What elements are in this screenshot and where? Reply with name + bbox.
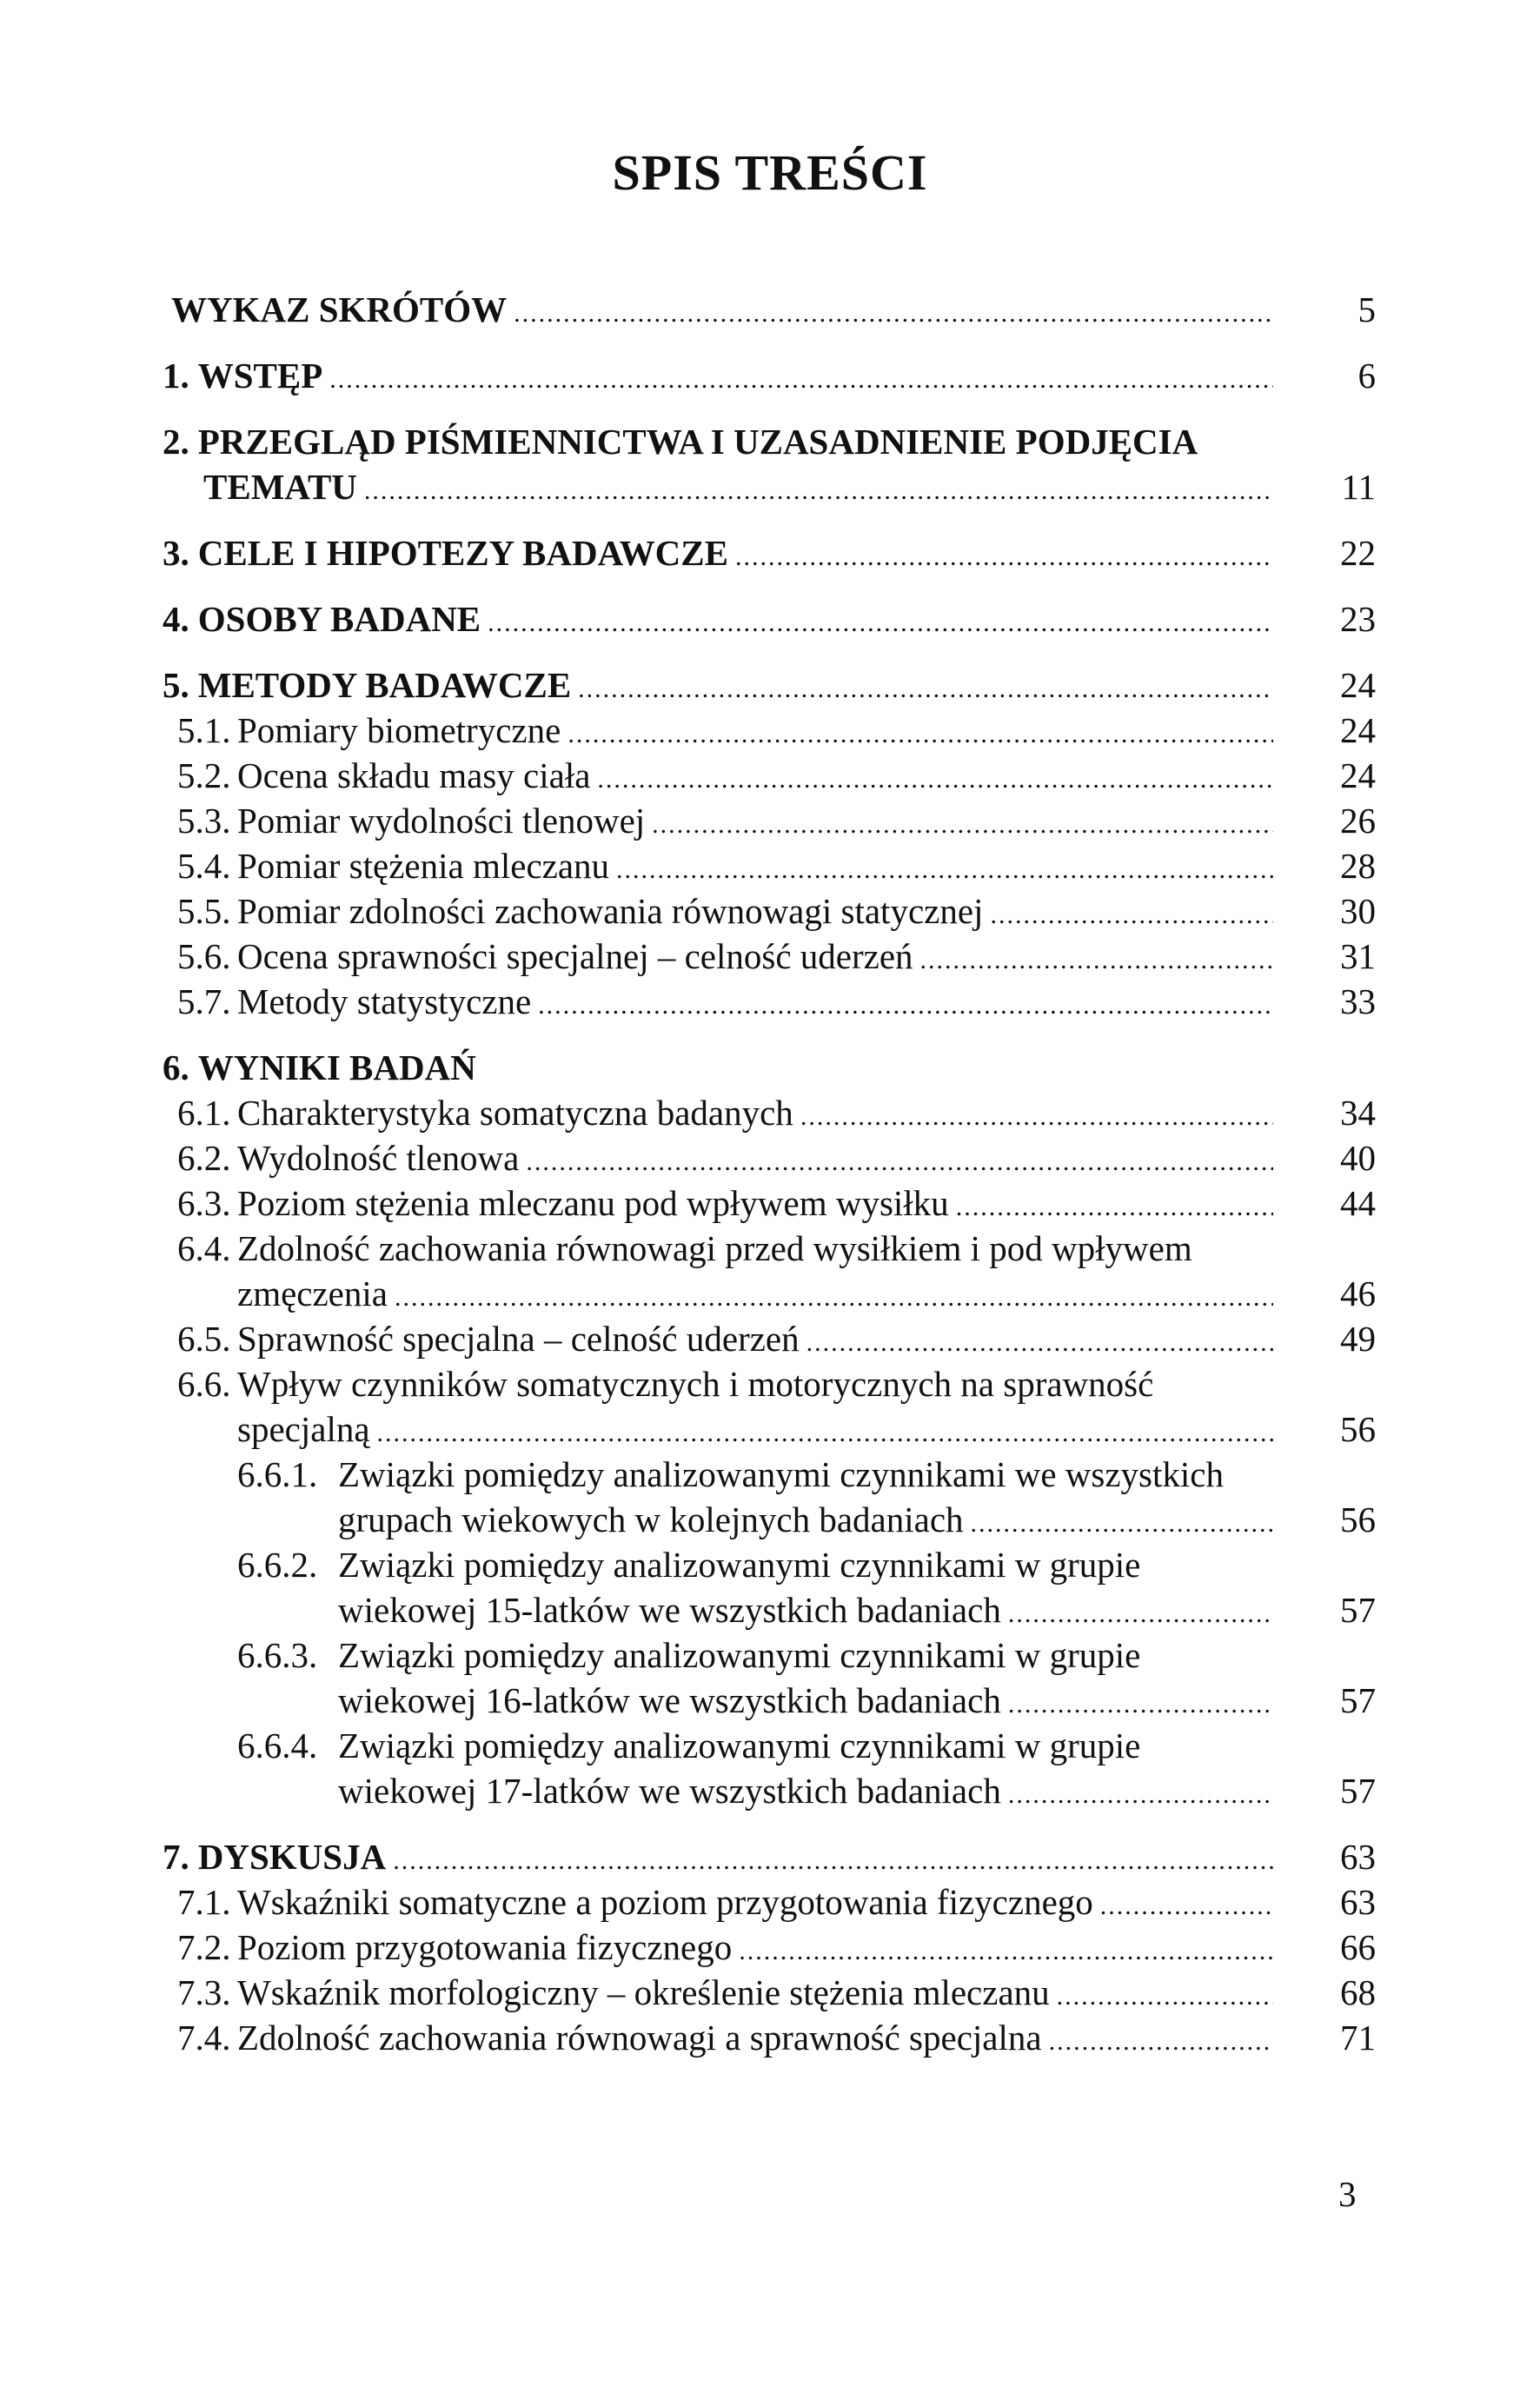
toc-entry[interactable] [163,934,1376,979]
toc-entry-number: 7.2. [177,1927,231,1967]
toc-entry-page: 23 [1340,599,1376,639]
toc-entry-number: 6.2. [177,1138,231,1178]
toc-entry-title: WYKAZ SKRÓTÓW [171,289,508,329]
toc-entry-page: 11 [1341,467,1376,507]
toc-entry[interactable] [163,1632,1376,1723]
toc-entry[interactable] [163,662,1376,708]
dot-leader [1049,2019,1273,2065]
toc-entry-number: 5.5. [177,891,231,931]
toc-entry-page: 68 [1340,1972,1376,2012]
page-title: SPIS TREŚCI [612,144,928,201]
toc-entry-title: OSOBY BADANE [197,599,481,639]
dot-leader [735,535,1273,580]
toc-entry-page: 63 [1340,1882,1376,1922]
toc-entry-title: METODY BADAWCZE [197,665,572,705]
toc-entry-title: CELE I HIPOTEZY BADAWCZE [197,533,728,573]
page-number: 3 [1338,2174,1357,2214]
toc-entry-page: 63 [1340,1837,1376,1877]
toc-entry-page: 56 [1340,1499,1376,1539]
toc-entry-title: Pomiar wydolności tlenowej [237,801,646,841]
dot-leader [538,983,1273,1028]
toc-entry-title: Zdolność zachowania równowagi a sprawność specjalna [237,2018,1042,2058]
toc-entry[interactable] [163,843,1376,888]
table-of-contents [163,287,1376,2060]
toc-entry-page: 71 [1340,2018,1376,2058]
toc-entry-page: 57 [1340,1771,1376,1811]
toc-entry-title: Wpływ czynników somatycznych i motorycznych na sprawność [237,1364,1154,1404]
toc-entry-title: DYSKUSJA [197,1837,387,1877]
toc-entry-title: Sprawność specjalna – celność uderzeń [237,1319,800,1359]
toc-entry-page: 5 [1357,289,1376,329]
toc-entry-title: Charakterystyka somatyczna badanych [237,1093,793,1133]
toc-entry-page: 33 [1340,981,1376,1021]
toc-entry-title: Związki pomiędzy analizowanymi czynnikami we wszystkich [338,1454,1224,1494]
toc-entry-title: Metody statystyczne [237,981,532,1021]
toc-entry-number: 1. [163,356,189,396]
toc-entry[interactable] [163,1452,1376,1542]
toc-entry[interactable] [163,753,1376,798]
toc-entry-page: 6 [1357,356,1376,396]
toc-entry[interactable] [163,1879,1376,1925]
dot-leader [395,1275,1273,1320]
toc-entry-number: 5.1. [177,710,231,750]
toc-entry-number: 5.2. [177,755,231,795]
dot-leader [526,1140,1273,1185]
toc-entry-number: 5.6. [177,936,231,976]
toc-entry-page: 40 [1340,1138,1376,1178]
dot-leader [920,938,1273,983]
toc-entry-title: Pomiar zdolności zachowania równowagi statycznej [237,891,984,931]
toc-entry-number: 6.5. [177,1319,231,1359]
dot-leader [1008,1592,1273,1637]
toc-entry-title: Ocena składu masy ciała [237,755,591,795]
toc-entry[interactable] [163,708,1376,753]
dot-leader [578,667,1273,712]
toc-entry[interactable] [163,287,1376,332]
toc-entry-page: 31 [1340,936,1376,976]
dot-leader [377,1411,1273,1456]
toc-entry-number: 6.6.3. [237,1635,318,1675]
dot-leader [1100,1884,1273,1929]
toc-entry-number: 6.6.1. [237,1454,318,1494]
dot-leader [1057,1974,1273,2019]
dot-leader [800,1094,1273,1140]
toc-entry-title: Ocena sprawności specjalnej – celność uderzeń [237,936,913,976]
toc-entry-number: 6. [163,1047,189,1087]
toc-entry[interactable] [163,1361,1376,1452]
toc-entry-title: zmęczenia [237,1273,388,1313]
toc-entry[interactable] [163,1135,1376,1180]
toc-entry-number: 6.1. [177,1093,231,1133]
toc-entry-title: Związki pomiędzy analizowanymi czynnikami w grupie [338,1545,1141,1585]
toc-entry[interactable] [163,353,1376,398]
toc-entry-number: 7.4. [177,2018,231,2058]
toc-entry-title: WSTĘP [197,356,323,396]
toc-entry[interactable] [163,979,1376,1024]
toc-entry-title: Poziom stężenia mleczanu pod wpływem wysiłku [237,1183,949,1223]
toc-entry-title: Wydolność tlenowa [237,1138,520,1178]
toc-entry-title: wiekowej 15-latków we wszystkich badaniach [338,1590,1001,1630]
toc-entry-page: 28 [1340,846,1376,886]
dot-leader [652,802,1273,848]
toc-entry[interactable] [163,1723,1376,1813]
toc-entry-page: 56 [1340,1409,1376,1449]
dot-leader [1008,1772,1273,1818]
toc-entry-page: 49 [1340,1319,1376,1359]
toc-entry-page: 30 [1340,891,1376,931]
toc-entry-number: 6.3. [177,1183,231,1223]
toc-entry-title: Zdolność zachowania równowagi przed wysiłkiem i pod wpływem [237,1228,1192,1268]
toc-entry-title: specjalną [237,1409,370,1449]
toc-entry-page: 46 [1340,1273,1376,1313]
toc-entry-number: 7.1. [177,1882,231,1922]
toc-entry-page: 24 [1340,755,1376,795]
toc-entry-page: 24 [1340,710,1376,750]
toc-entry[interactable] [163,888,1376,934]
toc-entry-number: 6.6.4. [237,1725,318,1765]
dot-leader [807,1320,1273,1366]
toc-entry-number: 5.4. [177,846,231,886]
toc-entry-title: wiekowej 17-latków we wszystkich badaniach [338,1771,1001,1811]
toc-entry-number: 6.4. [177,1228,231,1268]
toc-entry-number: 6.6. [177,1364,231,1404]
dot-leader [616,848,1273,893]
toc-entry[interactable] [163,1226,1376,1316]
toc-entry-number: 4. [163,599,189,639]
toc-entry-title: wiekowej 16-latków we wszystkich badaniach [338,1680,1001,1720]
toc-entry[interactable] [163,2015,1376,2060]
toc-entry-title: Wskaźnik morfologiczny – określenie stężenia mleczanu [237,1972,1050,2012]
toc-entry[interactable] [163,1925,1376,1970]
dot-leader [971,1501,1273,1546]
toc-entry-page: 57 [1340,1590,1376,1630]
toc-entry-number: 6.6.2. [237,1545,318,1585]
toc-entry[interactable] [163,596,1376,642]
toc-entry[interactable] [163,419,1376,509]
toc-entry-title: TEMATU [203,467,357,507]
dot-leader [990,893,1273,938]
toc-entry-title: Pomiary biometryczne [237,710,561,750]
toc-entry-title: Związki pomiędzy analizowanymi czynnikami w grupie [338,1635,1141,1675]
toc-entry[interactable] [163,798,1376,843]
toc-entry-page: 66 [1340,1927,1376,1967]
dot-leader [597,757,1273,802]
toc-entry-number: 5.7. [177,981,231,1021]
toc-entry-page: 24 [1340,665,1376,705]
toc-entry-title: Związki pomiędzy analizowanymi czynnikami w grupie [338,1725,1141,1765]
dot-leader [514,291,1273,336]
toc-entry[interactable] [163,1970,1376,2015]
dot-leader [1008,1682,1273,1727]
toc-entry-number: 5. [163,665,189,705]
dot-leader [329,357,1273,402]
dot-leader [568,712,1273,757]
toc-entry-page: 57 [1340,1680,1376,1720]
toc-entry-number: 3. [163,533,189,573]
toc-entry-title: Pomiar stężenia mleczanu [237,846,610,886]
toc-entry-number: 7. [163,1837,189,1877]
toc-entry[interactable] [163,1045,1376,1090]
toc-entry[interactable] [163,1834,1376,1879]
toc-entry-title: Poziom przygotowania fizycznego [237,1927,733,1967]
dot-leader [488,601,1273,646]
toc-entry-page: 22 [1340,533,1376,573]
toc-entry[interactable] [163,1542,1376,1632]
toc-entry-number: 2. [163,422,189,462]
toc-entry[interactable] [163,1316,1376,1361]
toc-entry[interactable] [163,1180,1376,1226]
dot-leader [739,1929,1273,1974]
toc-entry-title: grupach wiekowych w kolejnych badaniach [338,1499,964,1539]
toc-entry-title: Wskaźniki somatyczne a poziom przygotowania fizycznego [237,1882,1093,1922]
dot-leader [364,469,1273,514]
dot-leader [956,1185,1273,1230]
toc-entry-page: 34 [1340,1093,1376,1133]
toc-entry[interactable] [163,530,1376,575]
toc-entry-title: WYNIKI BADAŃ [197,1047,476,1087]
toc-entry[interactable] [163,1090,1376,1135]
toc-entry-number: 7.3. [177,1972,231,2012]
toc-entry-page: 26 [1340,801,1376,841]
dot-leader [393,1838,1273,1884]
toc-entry-page: 44 [1340,1183,1376,1223]
toc-entry-number: 5.3. [177,801,231,841]
toc-entry-title: PRZEGLĄD PIŚMIENNICTWA I UZASADNIENIE PODJĘCIA [197,422,1198,462]
